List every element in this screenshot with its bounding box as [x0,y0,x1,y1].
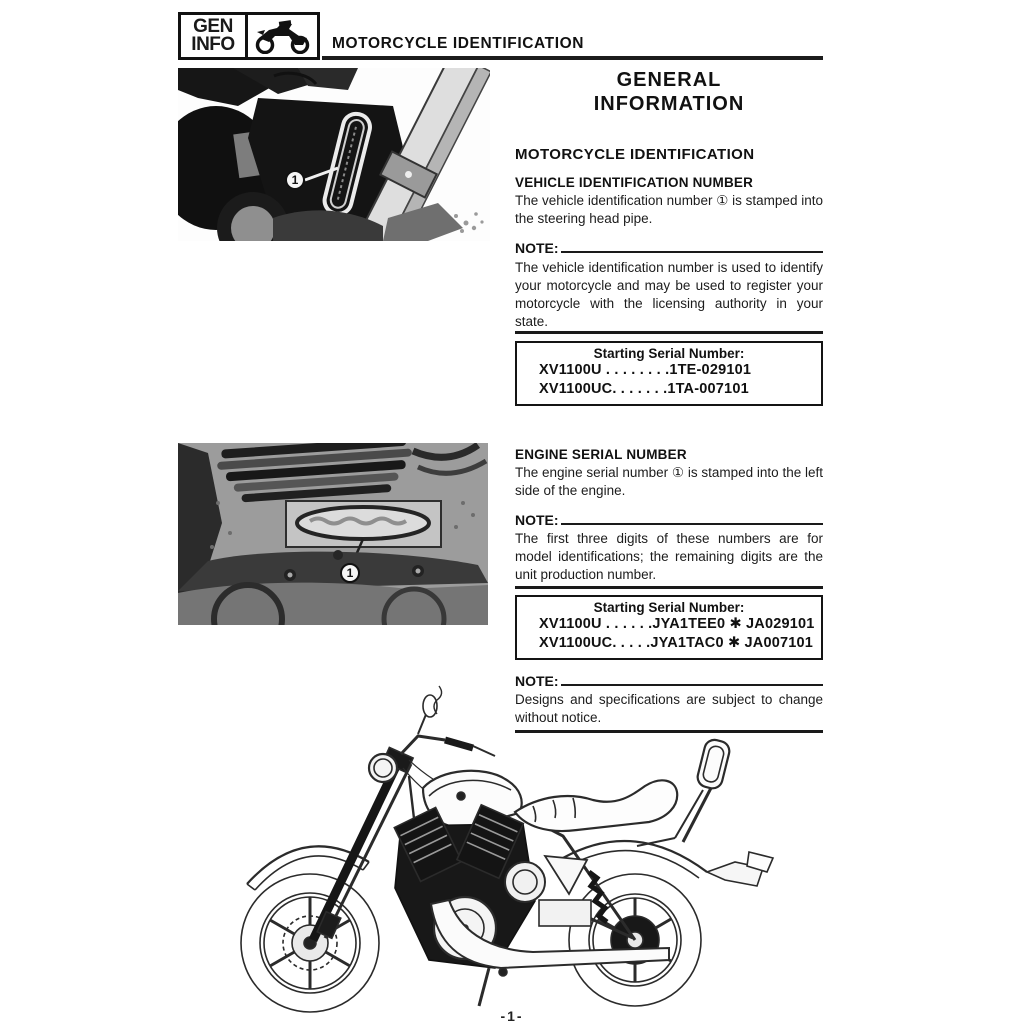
vin-serial-row: XV1100U . . . . . . . .1TE-029101 [539,362,752,378]
engine-note-rule [561,523,823,525]
final-note-body: Designs and specifications are subject to change without notice. [515,692,823,725]
vin-serial-box [515,341,823,406]
motorcycle-icon [248,15,317,57]
vin-note-header [515,240,823,256]
engine-body: The engine serial number ① is stamped into the left side of the engine. [515,465,823,498]
engine-callout-1 [340,563,360,583]
chapter-tab-label [181,15,248,57]
vin-body: The vehicle identification number ① is stamped into the steering head pipe. [515,193,823,226]
heading-vin: VEHICLE IDENTIFICATION NUMBER [515,175,754,190]
page-title-line2: INFORMATION [593,93,745,115]
chapter-tab-line2: INFO [191,34,235,55]
page-title-line1: GENERAL [616,69,722,91]
engine-note-label: NOTE: [515,512,559,528]
header-rule [322,56,823,60]
chapter-tab-line1: GEN [193,16,233,37]
engine-note-header [515,512,823,528]
vin-serial-title: Starting Serial Number: [593,346,745,361]
engine-serial-row: XV1100U . . . . . .JYA1TEE0 ✱ JA029101 [539,616,815,632]
engine-serial-row: XV1100UC. . . . .JYA1TAC0 ✱ JA007101 [539,635,814,651]
final-note-label: NOTE: [515,673,559,689]
header-title: MOTORCYCLE IDENTIFICATION [332,35,585,52]
engine-note-end-rule [515,586,823,589]
page-title [515,68,823,116]
section-heading-motorcycle-identification: MOTORCYCLE IDENTIFICATION [515,146,755,163]
vin-callout-label: 1 [291,173,299,187]
chapter-tab [178,12,320,60]
vin-photo [178,68,490,241]
vin-note-body: The vehicle identification number is used to identify your motorcycle and may be used to register your motorcycle with the licensing authority in your state. [515,260,823,329]
engine-serial-title: Starting Serial Number: [593,600,745,615]
motorcycle-drawing [233,676,811,1024]
vin-note-rule [561,251,823,253]
engine-photo [178,443,488,625]
vin-note-end-rule [515,331,823,334]
page-number: -1- [500,1008,524,1024]
heading-engine-serial: ENGINE SERIAL NUMBER [515,447,687,462]
engine-note-body: The first three digits of these numbers are for model identifications; the remaining digits are the unit production number. [515,531,823,582]
vin-callout-1 [285,170,305,190]
vin-serial-row: XV1100UC. . . . . . .1TA-007101 [539,381,749,397]
vin-note-label: NOTE: [515,240,559,256]
engine-callout-label: 1 [346,566,354,580]
engine-serial-box [515,595,823,660]
